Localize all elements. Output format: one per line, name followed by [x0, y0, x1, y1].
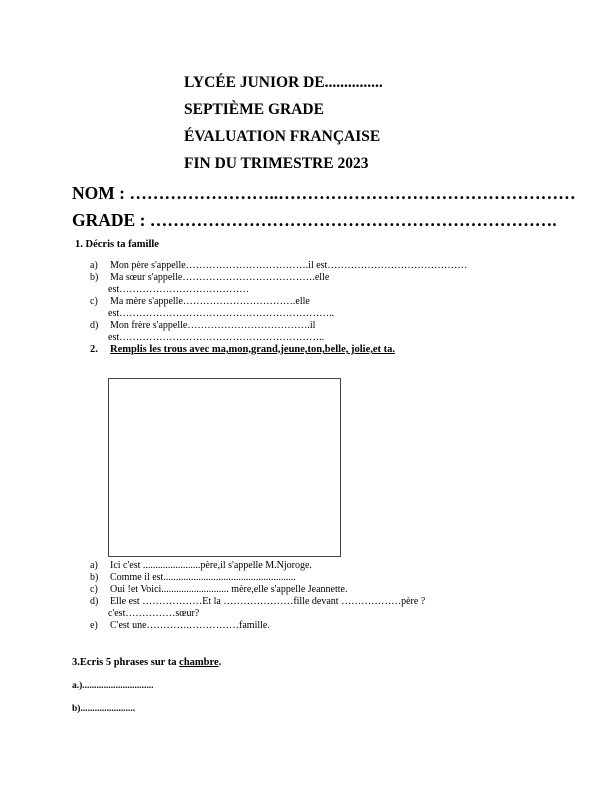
grade-dots: …………………………………………………………….: [149, 210, 557, 230]
section1-item-c-cont: est………………………………………………………..: [108, 308, 335, 319]
section2-item-d-cont: c'est……………sœur?: [108, 608, 200, 619]
grade-field[interactable]: [72, 210, 557, 231]
nom-dots: ……………………..……………………………………………: [129, 183, 576, 203]
nom-label: NOM :: [72, 183, 130, 203]
grade-level: SEPTIÈME GRADE: [184, 101, 324, 118]
section1-item-b-cont: est…………………………………: [108, 284, 250, 295]
image-placeholder-box: [108, 378, 341, 557]
section1-item-a: a) Mon père s'appelle……………………………….il est……………………………………: [90, 260, 468, 271]
section1-item-b: b) Ma sœur s'appelle………………………………….elle: [90, 272, 330, 283]
section3-line-a[interactable]: a.)..............................: [72, 681, 154, 691]
section3-title: 3.Ecris 5 phrases sur ta chambre.: [72, 657, 222, 668]
section2-item-c: c) Oui !et Voici........................... mère,elle s'appelle Jeannette.: [90, 584, 348, 595]
section2-item-b: b) Comme il est.....................................................: [90, 572, 296, 583]
subject-title: ÉVALUATION FRANÇAISE: [184, 128, 381, 145]
section2-item-e: e) C'est une………….……………famille.: [90, 620, 270, 631]
section3-line-b[interactable]: b).......................: [72, 704, 136, 714]
section1-item-c: c) Ma mère s'appelle…………………………….elle: [90, 296, 310, 307]
school-name: LYCÉE JUNIOR DE...............: [184, 74, 383, 91]
section1-item-d: d) Mon frère s'appelle……………………………….il: [90, 320, 316, 331]
section1-title: 1. Décris ta famille: [75, 239, 159, 250]
grade-label: GRADE :: [72, 210, 150, 230]
nom-field[interactable]: [72, 183, 576, 204]
chambre-word: chambre: [179, 657, 219, 668]
section2-item-d: d) Elle est ………………Et la …………………fille devant ………………père ?: [90, 596, 426, 607]
term-title: FIN DU TRIMESTRE 2023: [184, 155, 369, 172]
section1-item-d-cont: est……………………………………………………..: [108, 332, 325, 343]
section2-title: 2. Remplis les trous avec ma,mon,grand,jeune,ton,belle, jolie,et ta.: [90, 344, 396, 355]
section2-item-a: a) Ici c'est .......................père,il s'appelle M.Njoroge.: [90, 560, 312, 571]
